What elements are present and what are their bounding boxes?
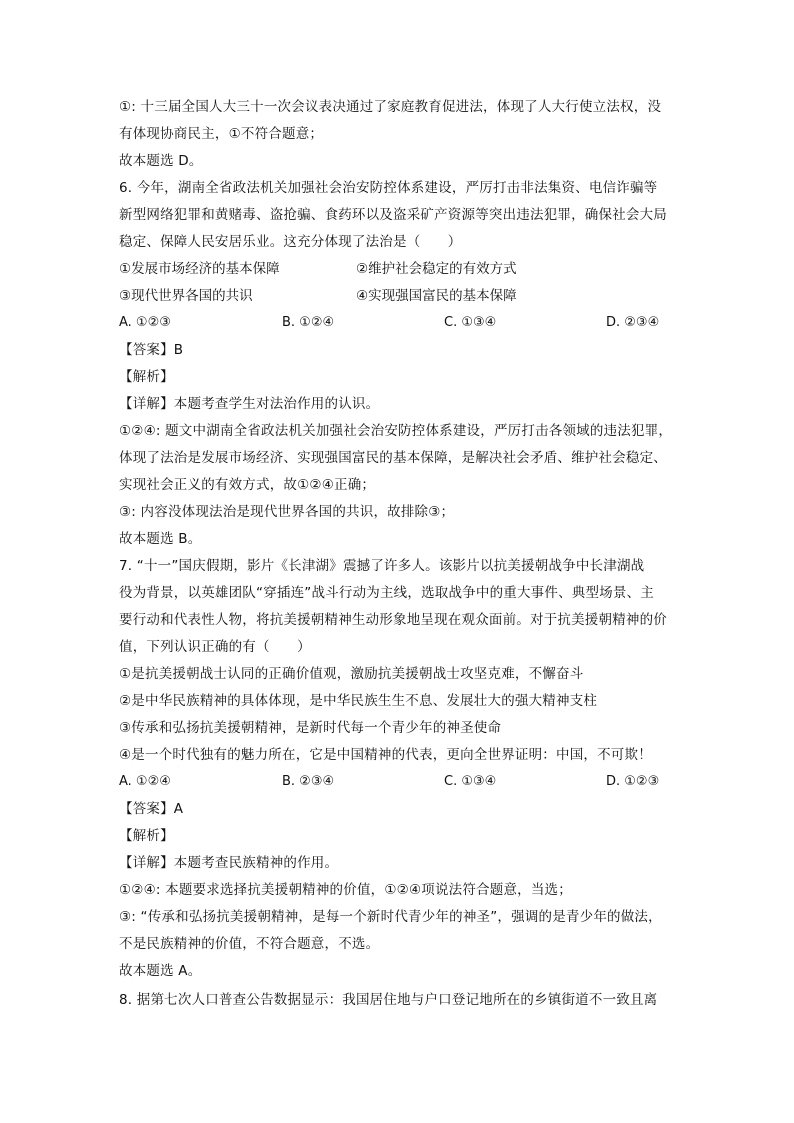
q6-explanation-line-4: ③: 内容没体现法治是现代世界各国的共识，故排除③； xyxy=(119,504,455,520)
q6-item-3: ③现代世界各国的共识 xyxy=(119,288,253,304)
q7-explanation-line-1: ①②④: 本题要求选择抗美援朝精神的价值，①②④项说法符合题意，当选； xyxy=(119,882,572,898)
q6-explanation-line-3: 实现社会正义的有效方式，故①②④正确； xyxy=(119,477,376,493)
q6-stem-line-1: 6. 今年，湖南全省政法机关加强社会治安防控体系建设，严厉打击非法集资、电信诈骗等 xyxy=(119,180,658,196)
q7-item-2: ②是中华民族精神的具体体现，是中华民族生生不息、发展壮大的强大精神支柱 xyxy=(119,693,598,709)
q6-conclusion: 故本题选 B。 xyxy=(119,531,202,547)
q7-item-4: ④是一个时代独有的魅力所在，它是中国精神的代表，更向全世界证明：中国，不可欺！ xyxy=(119,747,652,763)
q6-option-a: A. ①②③ xyxy=(119,315,171,330)
q5-explanation-line-2: 有体现协商民主，①不符合题意； xyxy=(119,126,324,142)
q7-answer: 【答案】A xyxy=(119,801,184,817)
q7-item-3: ③传承和弘扬抗美援朝精神，是新时代每一个青少年的神圣使命 xyxy=(119,720,502,736)
q6-item-4: ④实现强国富民的基本保障 xyxy=(356,288,517,304)
q5-explanation-line-1: ①: 十三届全国人大三十一次会议表决通过了家庭教育促进法，体现了人大行使立法权，没 xyxy=(119,99,662,115)
q7-detail: 【详解】本题考查民族精神的作用。 xyxy=(119,855,339,871)
q7-item-1: ①是抗美援朝战士认同的正确价值观，激励抗美援朝战士攻坚克难，不懈奋斗 xyxy=(119,666,584,682)
q7-option-b: B. ②③④ xyxy=(282,774,335,789)
q7-stem-line-1: 7. “十一”国庆假期，影片《长津湖》震撼了许多人。该影片以抗美援朝战争中长津湖战 xyxy=(119,558,645,574)
q7-explanation-line-2: ③: “传承和弘扬抗美援朝精神，是每一个新时代青少年的神圣”，强调的是青少年的做法， xyxy=(119,909,662,925)
q7-option-c: C. ①③④ xyxy=(444,774,497,789)
q6-answer: 【答案】B xyxy=(119,342,184,358)
q7-conclusion: 故本题选 A。 xyxy=(119,963,202,979)
q6-option-b: B. ①②④ xyxy=(282,315,335,330)
q6-explanation-line-2: 体现了法治是发展市场经济、实现强国富民的基本保障，是解决社会矛盾、维护社会稳定、 xyxy=(119,450,667,466)
q7-option-d: D. ①②③ xyxy=(606,774,660,789)
q7-option-a: A. ①②④ xyxy=(119,774,171,789)
q6-stem-line-3: 稳定、保障人民安居乐业。这充分体现了法治是（ ） xyxy=(119,234,462,250)
q7-stem-line-3: 要行动和代表性人物，将抗美援朝精神生动形象地呈现在观众面前。对于抗美援朝精神的价 xyxy=(119,612,667,628)
q6-explanation-line-1: ①②④: 题文中湖南全省政法机关加强社会治安防控体系建设，严厉打击各领域的违法犯罪， xyxy=(119,423,673,439)
q7-stem-line-4: 值，下列认识正确的有（ ） xyxy=(119,639,311,655)
q6-option-c: C. ①③④ xyxy=(444,315,497,330)
q5-conclusion: 故本题选 D。 xyxy=(119,153,203,169)
q6-stem-line-2: 新型网络犯罪和黄赌毒、盗抢骗、食药环以及盗采矿产资源等突出违法犯罪，确保社会大局 xyxy=(119,207,667,223)
q6-detail: 【详解】本题考查学生对法治作用的认识。 xyxy=(119,396,380,412)
q8-stem-line-1: 8. 据第七次人口普查公告数据显示：我国居住地与户口登记地所在的乡镇街道不一致且离 xyxy=(119,992,658,1008)
q7-stem-line-2: 役为背景，以英雄团队“穿插连”战斗行动为主线，选取战争中的重大事件、典型场景、主 xyxy=(119,585,654,601)
q6-analysis-heading: 【解析】 xyxy=(119,369,174,385)
q6-item-2: ②维护社会稳定的有效方式 xyxy=(356,261,517,277)
q7-explanation-line-3: 不是民族精神的价值，不符合题意，不选。 xyxy=(119,936,380,952)
q6-item-1: ①发展市场经济的基本保障 xyxy=(119,261,280,277)
q7-analysis-heading: 【解析】 xyxy=(119,828,174,844)
q6-option-d: D. ②③④ xyxy=(606,315,660,330)
